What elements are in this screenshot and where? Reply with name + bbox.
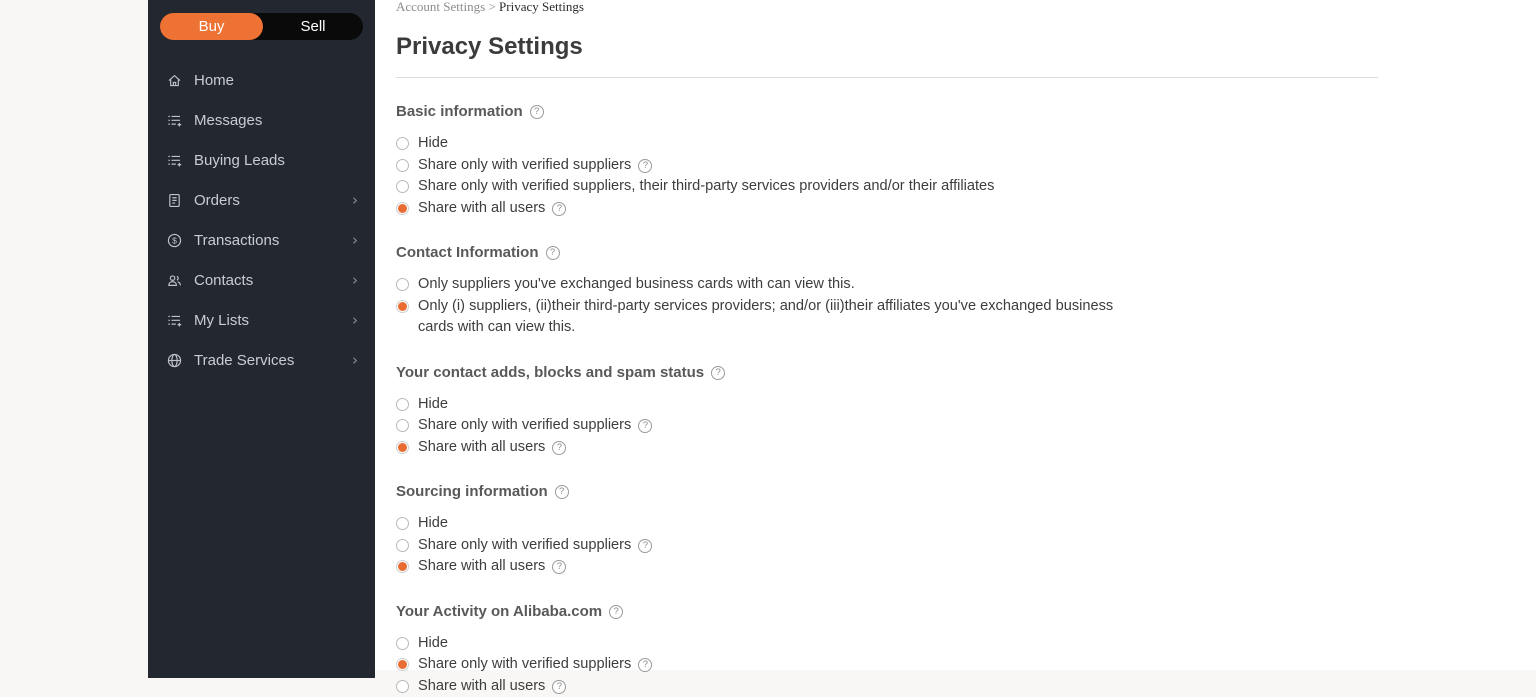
radio-option-label: Share with all users — [418, 199, 546, 216]
radio-option-label: Share with all users — [418, 438, 546, 455]
sidebar-item-label: Buying Leads — [194, 151, 285, 169]
radio-option-label: Share only with verified suppliers — [418, 417, 632, 434]
section-basic-information — [396, 103, 1378, 219]
help-icon[interactable]: ? — [530, 105, 544, 119]
sidebar-item-buying-leads[interactable] — [148, 140, 375, 180]
radio-button[interactable] — [396, 300, 409, 313]
radio-option-label: Share only with verified suppliers — [418, 156, 632, 173]
radio-button[interactable] — [396, 637, 409, 650]
chevron-right-icon: › — [352, 231, 358, 249]
radio-option-hide — [396, 513, 1378, 535]
settings-sections — [396, 103, 1378, 697]
my-lists-icon — [165, 311, 183, 329]
section-heading: Basic information — [396, 103, 523, 121]
radio-button[interactable] — [396, 658, 409, 671]
sidebar-item-label: Messages — [194, 111, 263, 129]
radio-option-share-only-with-verified-suppliers — [396, 535, 1378, 557]
help-icon[interactable]: ? — [552, 441, 566, 455]
transactions-icon — [165, 231, 183, 249]
sidebar-item-orders[interactable] — [148, 180, 375, 220]
radio-option-label: Hide — [418, 135, 449, 152]
radio-option-share-with-all-users — [396, 198, 1378, 220]
sell-tab[interactable]: Sell — [300, 18, 326, 35]
section-heading: Your Activity on Alibaba.com — [396, 602, 603, 620]
help-icon[interactable]: ? — [638, 539, 652, 553]
content — [396, 0, 1378, 697]
radio-button[interactable] — [396, 441, 409, 454]
chevron-right-icon: › — [352, 351, 358, 369]
sidebar-item-label: Transactions — [194, 231, 280, 249]
sidebar-item-transactions[interactable] — [148, 220, 375, 260]
main-column — [375, 0, 1536, 694]
home-icon — [165, 71, 183, 89]
section-heading: Sourcing information — [396, 483, 548, 501]
breadcrumb — [396, 0, 1378, 14]
help-icon[interactable]: ? — [552, 680, 566, 694]
radio-option-hide — [396, 133, 1378, 155]
option-group — [396, 513, 1378, 578]
sidebar-item-contacts[interactable] — [148, 260, 375, 300]
radio-option-only-suppliers-you-ve-exchanged-business — [396, 274, 1378, 296]
sidebar-item-messages[interactable] — [148, 100, 375, 140]
help-icon[interactable]: ? — [638, 419, 652, 433]
radio-button[interactable] — [396, 560, 409, 573]
trade-services-icon — [165, 351, 183, 369]
help-icon[interactable]: ? — [546, 246, 560, 260]
radio-option-label: Hide — [418, 634, 449, 651]
radio-option-only-i-suppliers-ii-their-third-party-se — [396, 296, 1378, 339]
section-heading: Your contact adds, blocks and spam status — [396, 363, 705, 381]
sidebar-item-label: Contacts — [194, 271, 254, 289]
sidebar-item-trade-services[interactable] — [148, 340, 375, 380]
section-your-activity-on-alibaba-com — [396, 603, 1378, 697]
orders-icon — [165, 191, 183, 209]
breadcrumb-account-settings[interactable]: Account Settings — [396, 0, 486, 14]
option-group — [396, 133, 1378, 219]
radio-option-label: Only suppliers you've exchanged business cards with can view this. — [418, 276, 855, 293]
section-heading: Contact Information — [396, 244, 539, 262]
buying-leads-icon — [165, 151, 183, 169]
help-icon[interactable]: ? — [609, 605, 623, 619]
radio-button[interactable] — [396, 278, 409, 291]
svg-text:$: $ — [171, 234, 177, 245]
sidebar-item-label: My Lists — [194, 311, 250, 329]
radio-option-share-only-with-verified-suppliers-their — [396, 176, 1378, 198]
radio-option-label: Share only with verified suppliers, their third-party services providers and/or their affiliates — [418, 178, 995, 195]
radio-option-label: Hide — [418, 515, 449, 532]
help-icon[interactable]: ? — [638, 658, 652, 672]
radio-option-share-only-with-verified-suppliers — [396, 415, 1378, 437]
radio-option-label: Hide — [418, 395, 449, 412]
sidebar-item-label: Home — [194, 71, 235, 89]
breadcrumb-separator: > — [485, 0, 500, 14]
page-title: Privacy Settings — [396, 33, 583, 60]
radio-button[interactable] — [396, 680, 409, 693]
radio-button[interactable] — [396, 517, 409, 530]
radio-button[interactable] — [396, 159, 409, 172]
section-contact-information — [396, 244, 1378, 339]
help-icon[interactable]: ? — [711, 366, 725, 380]
breadcrumb-privacy-settings: Privacy Settings — [499, 0, 584, 14]
option-group — [396, 633, 1378, 697]
radio-button[interactable] — [396, 180, 409, 193]
help-icon[interactable]: ? — [555, 485, 569, 499]
title-divider — [396, 77, 1378, 78]
radio-option-hide — [396, 394, 1378, 416]
radio-button[interactable] — [396, 539, 409, 552]
radio-button[interactable] — [396, 398, 409, 411]
radio-option-hide — [396, 633, 1378, 655]
chevron-right-icon: › — [352, 271, 358, 289]
radio-option-label: Only (i) suppliers, (ii)their third-party services providers; and/or (iii)their affiliates you've exchanged business cards with can view this. — [418, 297, 1114, 336]
radio-option-label: Share with all users — [418, 558, 546, 575]
radio-option-share-with-all-users — [396, 437, 1378, 459]
buy-sell-toggle — [160, 13, 363, 40]
main-panel — [375, 0, 1536, 694]
help-icon[interactable]: ? — [638, 159, 652, 173]
sidebar-item-my-lists[interactable] — [148, 300, 375, 340]
chevron-right-icon: › — [352, 311, 358, 329]
radio-option-share-only-with-verified-suppliers — [396, 654, 1378, 676]
radio-button[interactable] — [396, 202, 409, 215]
help-icon[interactable]: ? — [552, 202, 566, 216]
chevron-right-icon: › — [352, 191, 358, 209]
radio-option-label: Share only with verified suppliers — [418, 656, 632, 673]
section-your-contact-adds-blocks-and-spam-status — [396, 364, 1378, 459]
contacts-icon — [165, 271, 183, 289]
sidebar-item-label: Orders — [194, 191, 240, 209]
radio-option-share-with-all-users — [396, 676, 1378, 697]
sidebar-nav — [148, 60, 375, 380]
radio-button[interactable] — [396, 419, 409, 432]
sidebar — [148, 0, 375, 678]
sidebar-item-label: Trade Services — [194, 351, 295, 369]
radio-option-share-only-with-verified-suppliers — [396, 155, 1378, 177]
page-left-gutter — [0, 0, 148, 678]
sidebar-item-home[interactable] — [148, 60, 375, 100]
help-icon[interactable]: ? — [552, 560, 566, 574]
messages-icon — [165, 111, 183, 129]
section-sourcing-information — [396, 483, 1378, 578]
radio-option-label: Share only with verified suppliers — [418, 536, 632, 553]
radio-option-share-with-all-users — [396, 556, 1378, 578]
radio-button[interactable] — [396, 137, 409, 150]
option-group — [396, 274, 1378, 339]
radio-option-label: Share with all users — [418, 677, 546, 694]
option-group — [396, 394, 1378, 459]
buy-tab[interactable]: Buy — [160, 13, 263, 40]
